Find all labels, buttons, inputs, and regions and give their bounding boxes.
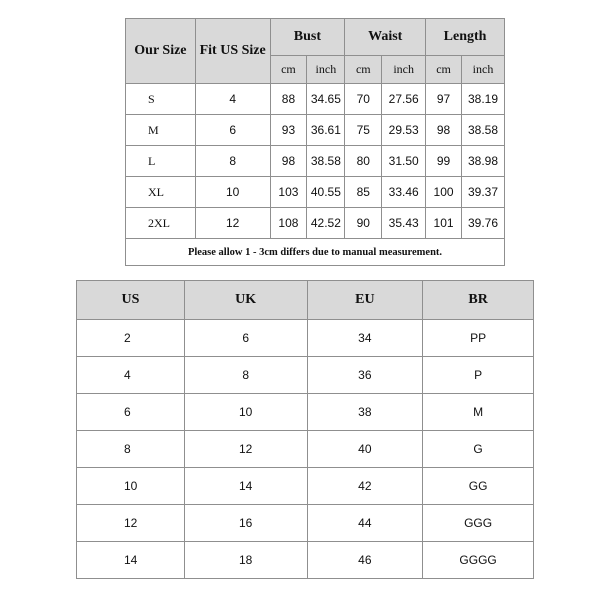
eu-value: 42 [307, 468, 423, 505]
our-size-header: Our Size [126, 19, 196, 84]
length-inch: 38.98 [462, 146, 505, 177]
bust-inch: 42.52 [307, 208, 345, 239]
table-row [77, 357, 534, 394]
bust-cm-header: cm [270, 56, 307, 84]
table-row [77, 542, 534, 579]
fit-us-size-header: Fit US Size [195, 19, 270, 84]
br-value: GGG [423, 505, 534, 542]
size-conversion-table [76, 280, 534, 579]
length-cm: 100 [426, 177, 462, 208]
waist-inch-header: inch [382, 56, 426, 84]
bust-cm: 93 [270, 115, 307, 146]
waist-inch: 33.46 [382, 177, 426, 208]
length-inch: 39.76 [462, 208, 505, 239]
size-label: S [126, 84, 196, 115]
length-header: Length [426, 19, 505, 56]
length-inch: 38.58 [462, 115, 505, 146]
size-label: 2XL [126, 208, 196, 239]
bust-cm: 98 [270, 146, 307, 177]
us-value: 4 [77, 357, 185, 394]
bust-header: Bust [270, 19, 345, 56]
conversion-header-row [77, 281, 534, 320]
waist-cm-header: cm [345, 56, 382, 84]
us-value: 14 [77, 542, 185, 579]
measurement-note: Please allow 1 - 3cm differs due to manual measurement. [126, 239, 505, 266]
waist-cm: 70 [345, 84, 382, 115]
table-row [77, 505, 534, 542]
us-value: 6 [77, 394, 185, 431]
uk-value: 8 [184, 357, 307, 394]
length-cm: 98 [426, 115, 462, 146]
table-row [77, 431, 534, 468]
length-cm: 97 [426, 84, 462, 115]
waist-inch: 35.43 [382, 208, 426, 239]
size-row [126, 115, 505, 146]
waist-cm: 90 [345, 208, 382, 239]
waist-cm: 80 [345, 146, 382, 177]
eu-value: 34 [307, 320, 423, 357]
waist-cm: 85 [345, 177, 382, 208]
waist-header: Waist [345, 19, 426, 56]
bust-inch: 40.55 [307, 177, 345, 208]
bust-inch: 38.58 [307, 146, 345, 177]
waist-inch: 27.56 [382, 84, 426, 115]
eu-value: 36 [307, 357, 423, 394]
length-cm: 99 [426, 146, 462, 177]
eu-header: EU [307, 281, 423, 320]
br-value: GGGG [423, 542, 534, 579]
length-inch-header: inch [462, 56, 505, 84]
length-cm-header: cm [426, 56, 462, 84]
us-size: 10 [195, 177, 270, 208]
bust-inch-header: inch [307, 56, 345, 84]
bust-inch: 34.65 [307, 84, 345, 115]
eu-value: 44 [307, 505, 423, 542]
size-label: M [126, 115, 196, 146]
eu-value: 38 [307, 394, 423, 431]
us-value: 2 [77, 320, 185, 357]
size-row [126, 208, 505, 239]
br-value: P [423, 357, 534, 394]
uk-value: 6 [184, 320, 307, 357]
br-value: PP [423, 320, 534, 357]
us-size: 8 [195, 146, 270, 177]
size-row [126, 146, 505, 177]
table-row [77, 320, 534, 357]
size-label: XL [126, 177, 196, 208]
uk-value: 10 [184, 394, 307, 431]
uk-value: 18 [184, 542, 307, 579]
uk-value: 14 [184, 468, 307, 505]
us-size: 4 [195, 84, 270, 115]
us-value: 12 [77, 505, 185, 542]
waist-cm: 75 [345, 115, 382, 146]
size-label: L [126, 146, 196, 177]
us-size: 12 [195, 208, 270, 239]
table-row [77, 468, 534, 505]
length-inch: 38.19 [462, 84, 505, 115]
size-row [126, 84, 505, 115]
eu-value: 40 [307, 431, 423, 468]
length-cm: 101 [426, 208, 462, 239]
br-header: BR [423, 281, 534, 320]
eu-value: 46 [307, 542, 423, 579]
length-inch: 39.37 [462, 177, 505, 208]
bust-cm: 103 [270, 177, 307, 208]
bust-cm: 108 [270, 208, 307, 239]
br-value: G [423, 431, 534, 468]
us-size: 6 [195, 115, 270, 146]
waist-inch: 31.50 [382, 146, 426, 177]
size-row [126, 177, 505, 208]
uk-header: UK [184, 281, 307, 320]
size-chart-table [125, 18, 505, 266]
us-value: 8 [77, 431, 185, 468]
br-value: M [423, 394, 534, 431]
uk-value: 12 [184, 431, 307, 468]
us-value: 10 [77, 468, 185, 505]
bust-cm: 88 [270, 84, 307, 115]
uk-value: 16 [184, 505, 307, 542]
us-header: US [77, 281, 185, 320]
table-row [77, 394, 534, 431]
waist-inch: 29.53 [382, 115, 426, 146]
br-value: GG [423, 468, 534, 505]
bust-inch: 36.61 [307, 115, 345, 146]
